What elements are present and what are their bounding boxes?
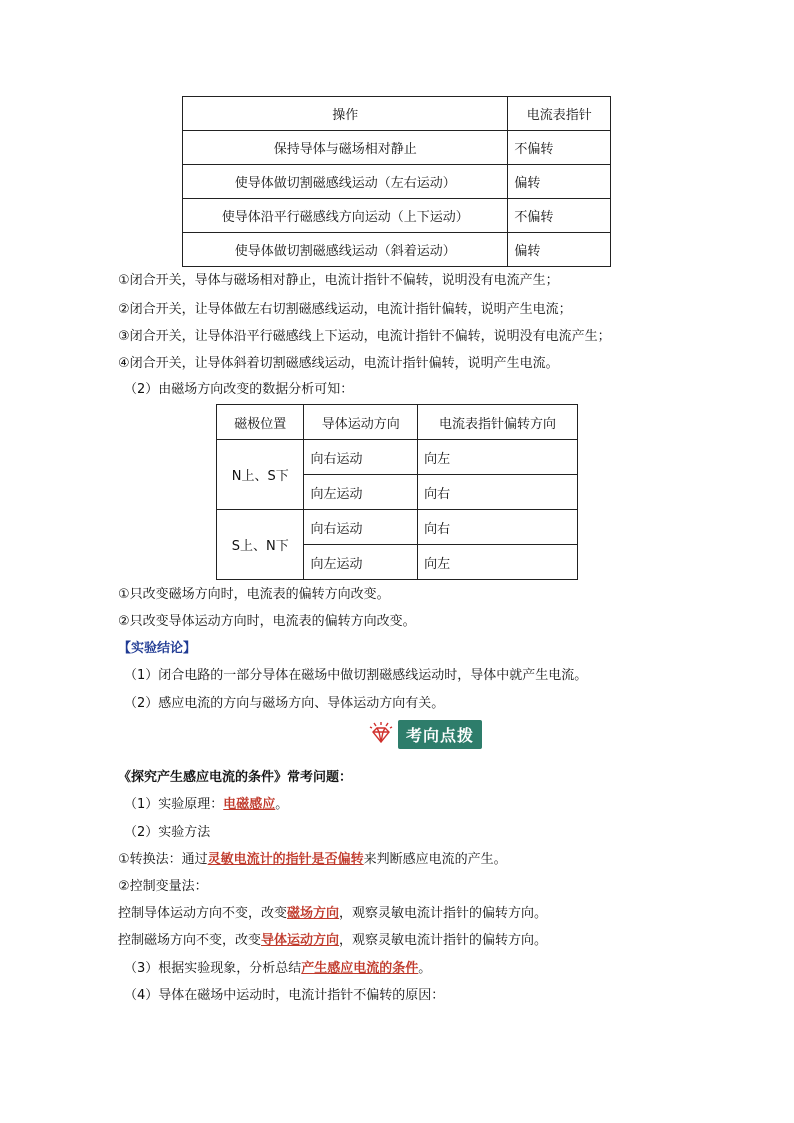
table-cell: 向左运动 bbox=[304, 545, 418, 580]
exam-line: ①转换法：通过灵敏电流计的指针是否偏转来判断感应电流的产生。 bbox=[118, 852, 507, 867]
table-header-row bbox=[217, 405, 578, 440]
exam-line: （1）实验原理：电磁感应。 bbox=[124, 797, 289, 812]
table-cell: 偏转 bbox=[508, 165, 611, 199]
operation-table bbox=[182, 96, 611, 267]
conclusion-line: （1）闭合电路的一部分导体在磁场中做切割磁感线运动时，导体中就产生电流。 bbox=[124, 668, 588, 683]
table-header: 电流表指针 bbox=[508, 97, 611, 131]
exam-line: 控制导体运动方向不变，改变磁场方向，观察灵敏电流计指针的偏转方向。 bbox=[118, 906, 548, 921]
conclusion-title: 【实验结论】 bbox=[118, 641, 197, 656]
table-cell: 向右运动 bbox=[304, 440, 418, 475]
analysis-heading: （2）由磁场方向改变的数据分析可知： bbox=[124, 382, 354, 397]
observation-line: ①闭合开关，导体与磁场相对静止，电流计指针不偏转，说明没有电流产生； bbox=[118, 273, 559, 288]
table-row bbox=[217, 440, 578, 475]
magnet-table bbox=[216, 404, 578, 580]
table-header: 电流表指针偏转方向 bbox=[418, 405, 578, 440]
table-header: 磁极位置 bbox=[217, 405, 304, 440]
observation-line: ②只改变导体运动方向时，电流表的偏转方向改变。 bbox=[118, 614, 416, 629]
conclusion-line: （2）感应电流的方向与磁场方向、导体运动方向有关。 bbox=[124, 696, 445, 711]
table-row bbox=[183, 233, 611, 267]
table-cell: 使导体做切割磁感线运动（斜着运动） bbox=[183, 233, 508, 267]
table-cell: 保持导体与磁场相对静止 bbox=[183, 131, 508, 165]
section-banner bbox=[366, 720, 482, 748]
table-cell: 向右 bbox=[418, 475, 578, 510]
exam-line: （2）实验方法 bbox=[124, 825, 211, 840]
table-row bbox=[183, 199, 611, 233]
exam-line: （4）导体在磁场中运动时，电流计指针不偏转的原因： bbox=[124, 988, 445, 1003]
table-cell: 向右 bbox=[418, 510, 578, 545]
table-row bbox=[183, 165, 611, 199]
exam-line: 控制磁场方向不变，改变导体运动方向，观察灵敏电流计指针的偏转方向。 bbox=[118, 933, 548, 948]
table-cell: S上、N下 bbox=[217, 510, 304, 580]
exam-title: 《探究产生感应电流的条件》常考问题： bbox=[118, 770, 353, 785]
table-header-row bbox=[183, 97, 611, 131]
table-cell: 不偏转 bbox=[508, 199, 611, 233]
table-cell: 向右运动 bbox=[304, 510, 418, 545]
table-cell: 向左 bbox=[418, 440, 578, 475]
table-header: 操作 bbox=[183, 97, 508, 131]
table-cell: 不偏转 bbox=[508, 131, 611, 165]
diamond-icon bbox=[366, 720, 396, 748]
observation-line: ①只改变磁场方向时，电流表的偏转方向改变。 bbox=[118, 587, 390, 602]
observation-line: ③闭合开关，让导体沿平行磁感线上下运动，电流计指针不偏转，说明没有电流产生； bbox=[118, 329, 611, 344]
table-cell: 偏转 bbox=[508, 233, 611, 267]
table-cell: 向左运动 bbox=[304, 475, 418, 510]
table-row bbox=[217, 510, 578, 545]
exam-line: （3）根据实验现象，分析总结产生感应电流的条件。 bbox=[124, 961, 432, 976]
table-cell: 向左 bbox=[418, 545, 578, 580]
observation-line: ④闭合开关，让导体斜着切割磁感线运动，电流计指针偏转，说明产生电流。 bbox=[118, 356, 559, 371]
table-cell: 使导体做切割磁感线运动（左右运动） bbox=[183, 165, 508, 199]
table-header: 导体运动方向 bbox=[304, 405, 418, 440]
exam-line: ②控制变量法： bbox=[118, 879, 208, 894]
table-row bbox=[183, 131, 611, 165]
table-cell: 使导体沿平行磁感线方向运动（上下运动） bbox=[183, 199, 508, 233]
observation-line: ②闭合开关，让导体做左右切割磁感线运动，电流计指针偏转，说明产生电流； bbox=[118, 302, 572, 317]
banner-label: 考向点拨 bbox=[398, 720, 482, 749]
table-cell: N上、S下 bbox=[217, 440, 304, 510]
